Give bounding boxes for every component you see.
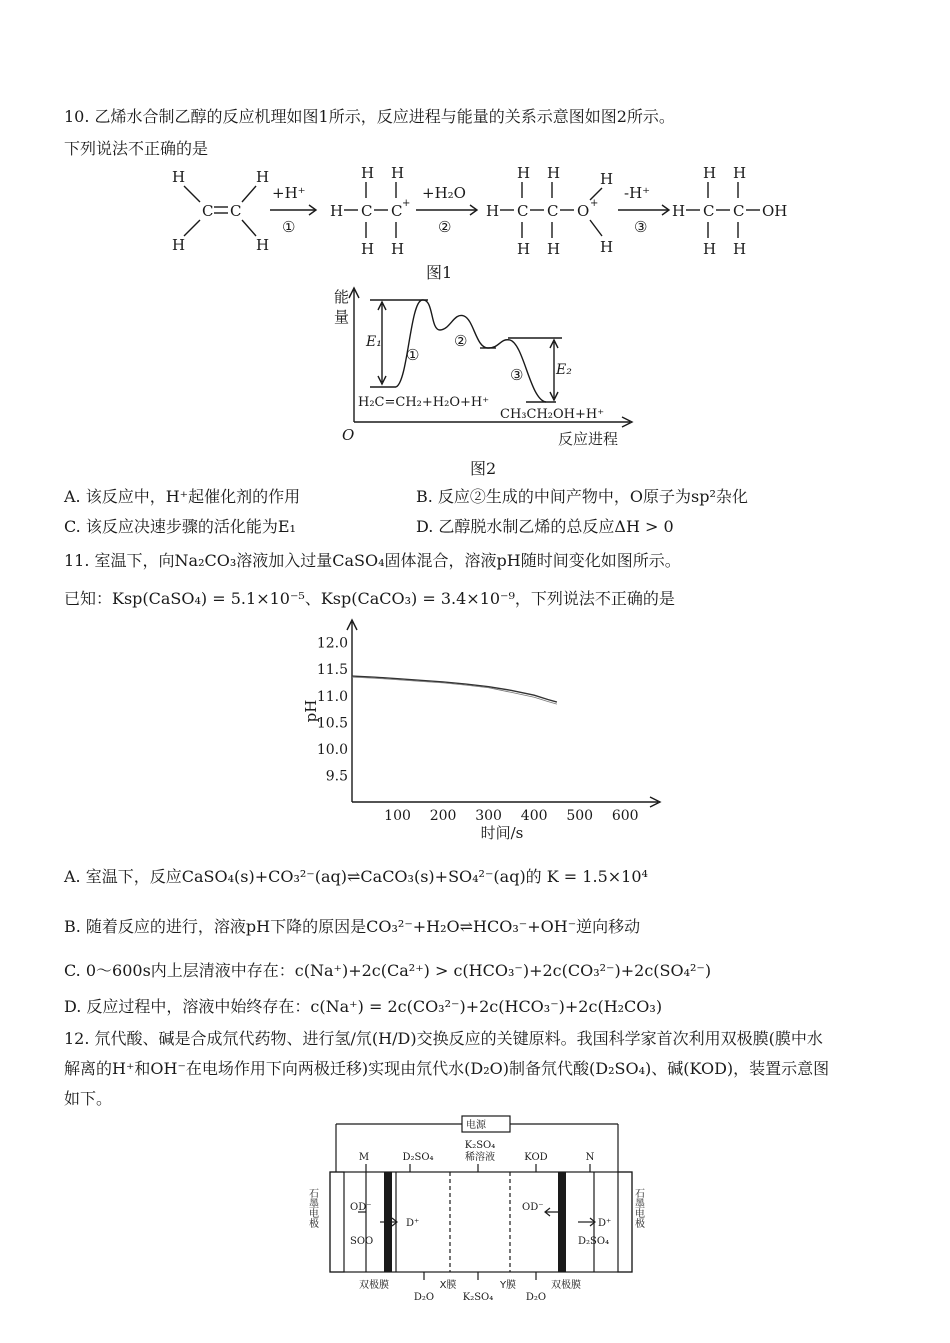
atom-h: H [256,168,270,186]
k2so4-inlet: K₂SO₄ [462,1292,494,1302]
svg-text:C: C [547,202,559,220]
origin-label: O [342,426,355,444]
svg-text:OH: OH [762,202,788,220]
x-axis-label: 时间/s [480,824,524,842]
svg-text:H: H [486,202,500,220]
q10-option-b: B. 反应②生成的中间产物中，O原子为sp²杂化 [416,487,748,506]
reactants-label: H₂C=CH₂+H₂O+H⁺ [358,395,490,410]
svg-text:+: + [590,198,599,209]
x-tick-label: 200 [429,808,457,824]
products-label: CH₃CH₂OH+H⁺ [500,407,605,422]
right-electrode-label: 石墨电极 [632,1188,644,1228]
figure2-energy-diagram [330,282,650,452]
ph-time-chart [280,616,680,846]
x-tick-label: 300 [475,808,502,824]
svg-text:H: H [517,240,531,258]
y-axis-label: pH [302,699,320,723]
e2-label: E₂ [556,362,572,378]
svg-text:C: C [517,202,529,220]
y-tick-label: 10.5 [316,715,348,732]
y-tick-label: 11.5 [316,662,348,679]
q12-stem-line2: 解离的H⁺和OH⁻在电场作用下向两极迁移)实现由氘代水(D₂O)制备氘代酸(D₂SO₄)、碱(KOD)，装置示意图 [64,1059,830,1078]
svg-text:H: H [600,170,614,188]
svg-text:H: H [733,164,747,182]
d2o-inlet-1: D₂O [413,1292,435,1302]
x-tick-label: 500 [566,808,594,824]
q12-stem-line3: 如下。 [64,1089,113,1108]
k2so4-outlet-label-1: K₂SO₄ [464,1140,496,1151]
d-left-label: D⁺ [406,1218,420,1229]
atom-c: C [202,202,214,220]
electrode-m-label: M [358,1152,370,1163]
x-tick-label: 600 [611,808,639,824]
svg-text:H: H [391,240,405,258]
bipolar-membrane-right [558,1172,566,1272]
bipolar-membrane-left [384,1172,392,1272]
step-2-marker: ② [454,332,468,350]
svg-text:H: H [517,164,531,182]
y-tick-label: 12.0 [316,635,348,652]
energy-axis-label-1: 能 [334,288,350,306]
q11-option-c: C. 0～600s内上层清液中存在：c(Na⁺)+2c(Ca²⁺) > c(HCO₃⁻)+2c(CO₃²⁻)+2c(SO₄²⁻) [64,961,712,980]
left-electrode-label: 石墨电极 [306,1188,318,1228]
atom-h: H [172,168,186,186]
k2so4-outlet-label-2: 稀溶液 [465,1152,495,1163]
d2o-inlet-2: D₂O [525,1292,547,1302]
atom-h: H [172,236,186,254]
svg-text:C: C [361,202,373,220]
y-tick-label: 10.0 [316,741,348,758]
electrolysis-device [300,1112,650,1302]
d2so4-outlet-label: D₂SO₄ [402,1152,434,1163]
od-left-label: OD⁻ [350,1202,372,1213]
x-membrane-label: X膜 [439,1280,457,1291]
svg-text:H: H [547,164,561,182]
od-right-label: OD⁻ [522,1202,544,1213]
y-tick-label: 9.5 [325,768,348,785]
bipolar-membrane-left-label: 双极膜 [359,1280,389,1291]
step-1-marker: ① [406,346,420,364]
q12-stem-line1: 12. 氘代酸、碱是合成氘代药物、进行氢/氘(H/D)交换反应的关键原料。我国科学家首次利用双极膜(膜中水 [64,1029,823,1048]
q10-stem-line1: 10. 乙烯水合制乙醇的反应机理如图1所示，反应进程与能量的关系示意图如图2所示。 [64,107,675,126]
svg-text:H: H [547,240,561,258]
svg-text:C: C [733,202,745,220]
d-right-label: D⁺ [598,1218,612,1229]
x-tick-label: 100 [384,808,411,824]
q10-stem-line2: 下列说法不正确的是 [64,139,209,158]
e1-label: E₁ [366,334,382,350]
q11-option-b: B. 随着反应的进行，溶液pH下降的原因是CO₃²⁻+H₂O⇌HCO₃⁻+OH⁻逆向移动 [64,917,641,936]
figure1-mechanism [160,160,820,260]
q11-option-a: A. 室温下，反应CaSO₄(s)+CO₃²⁻(aq)⇌CaCO₃(s)+SO₄²⁻(aq)的 K = 1.5×10⁴ [64,867,648,886]
ph-series-line [352,676,557,702]
svg-text:H: H [330,202,344,220]
bipolar-membrane-right-label: 双极膜 [551,1280,581,1291]
figure2-caption: 图2 [470,459,497,478]
svg-text:H: H [600,238,614,256]
step-3-marker: ③ [510,366,524,384]
ph-series-line-shadow [352,677,557,704]
energy-axis-label-2: 量 [334,308,350,326]
step3-label: -H⁺ [624,184,651,202]
atom-h: H [256,236,270,254]
svg-text:H: H [672,202,686,220]
electrode-n-label: N [585,1152,595,1163]
reaction-progress-label: 反应进程 [558,430,619,448]
x-tick-label: 400 [520,808,548,824]
step2-number: ② [438,218,452,236]
figure1-caption: 图1 [426,263,453,282]
y-membrane-label: Y膜 [499,1280,517,1291]
svg-text:C: C [391,202,403,220]
d2so4-right-label: D₂SO₄ [578,1236,610,1247]
step2-label: +H₂O [422,184,466,202]
svg-text:H: H [703,164,717,182]
svg-text:C: C [703,202,715,220]
step1-label: +H⁺ [272,184,306,202]
q11-option-d: D. 反应过程中，溶液中始终存在：c(Na⁺) = 2c(CO₃²⁻)+2c(HCO₃⁻)+2c(H₂CO₃) [64,997,663,1016]
svg-text:O: O [577,202,590,220]
svg-text:+: + [402,198,411,209]
svg-text:H: H [703,240,717,258]
q10-option-d: D. 乙醇脱水制乙烯的总反应ΔH > 0 [416,517,674,536]
q11-stem-line1: 11. 室温下，向Na₂CO₃溶液加入过量CaSO₄固体混合，溶液pH随时间变化如图所示。 [64,551,681,570]
q10-option-c: C. 该反应决速步骤的活化能为E₁ [64,517,296,536]
svg-text:H: H [733,240,747,258]
power-source-label: 电源 [466,1120,486,1131]
q11-stem-line2: 已知：Ksp(CaSO₄) = 5.1×10⁻⁵、Ksp(CaCO₃) = 3.4×10⁻⁹，下列说法不正确的是 [64,589,675,608]
kod-outlet-label: KOD [524,1152,548,1163]
svg-text:H: H [361,240,375,258]
step1-number: ① [282,218,296,236]
svg-text:H: H [391,164,405,182]
q10-option-a: A. 该反应中，H⁺起催化剂的作用 [64,487,301,506]
soo-label: SOO [350,1236,374,1247]
atom-c: C [230,202,242,220]
step3-number: ③ [634,218,648,236]
y-tick-label: 11.0 [316,688,348,705]
svg-text:H: H [361,164,375,182]
